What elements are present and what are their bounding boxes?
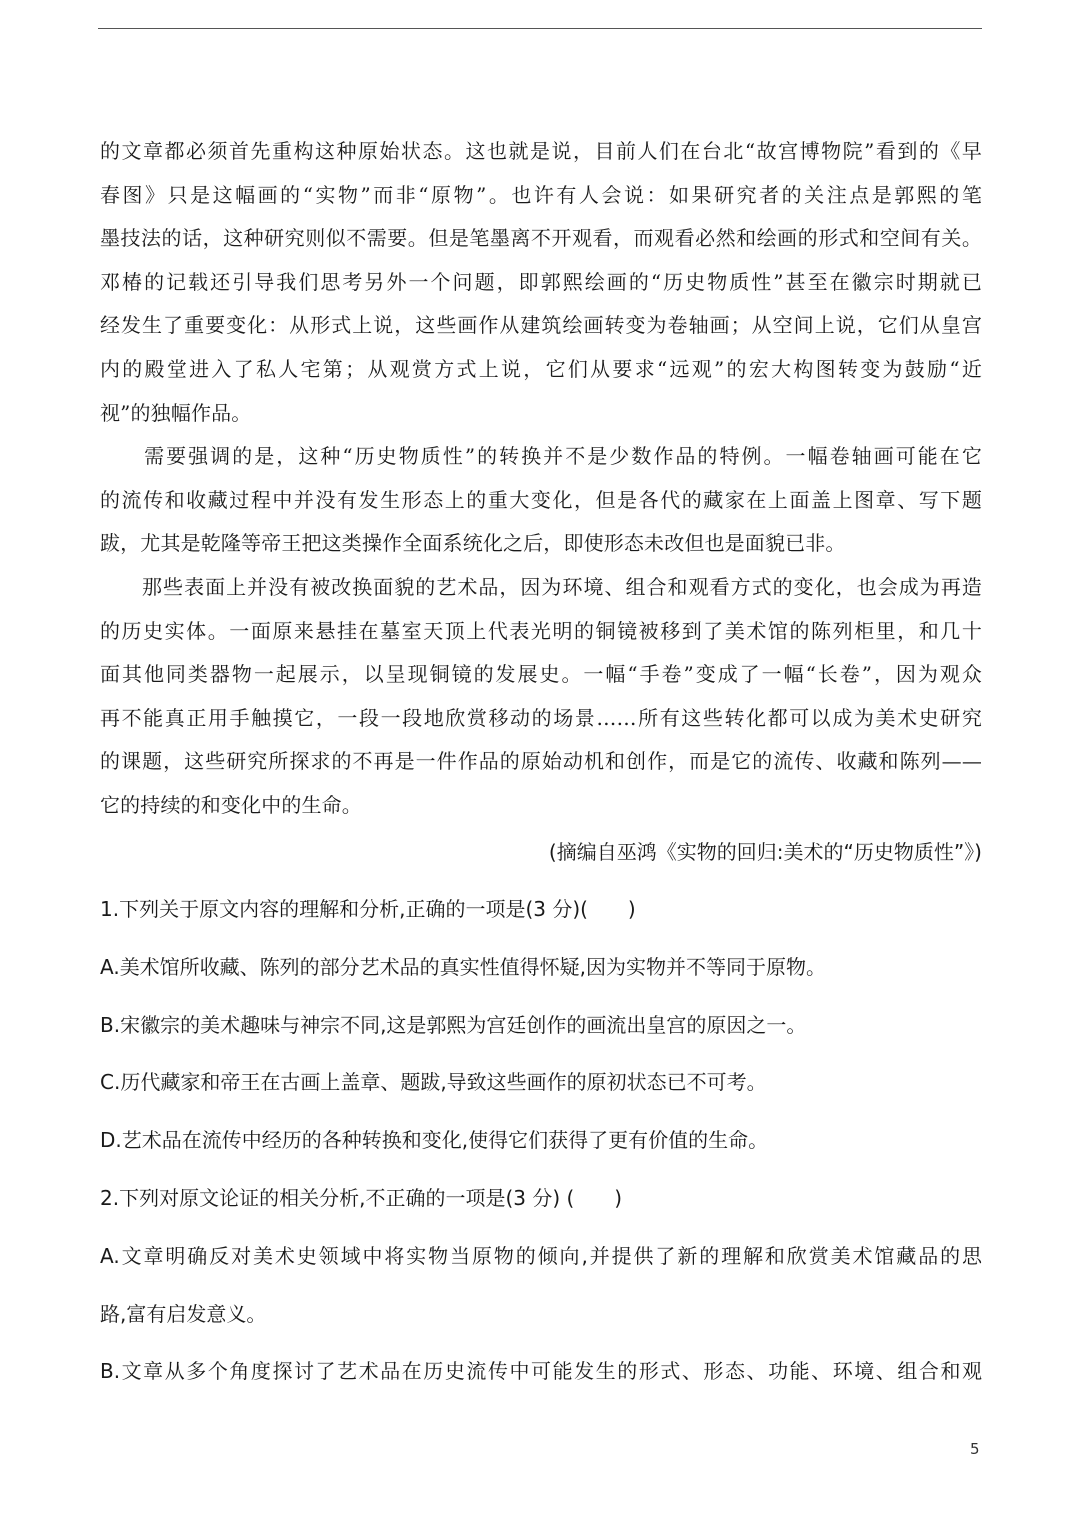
question-1-option-b: B.宋徽宗的美术趣味与神宗不同,这是郭熙为宫廷创作的画流出皇宫的原因之一。 [100, 1012, 807, 1037]
passage-line: 内的殿堂进入了私人宅第；从观赏方式上说，它们从要求“远观”的宏大构图转变为鼓励“近 [100, 356, 982, 381]
question-2-stem: 2.下列对原文论证的相关分析,不正确的一项是(3 分) ( ) [100, 1185, 623, 1210]
passage-line: 那些表面上并没有被改换面貌的艺术品，因为环境、组合和观看方式的变化，也会成为再造 [100, 574, 982, 599]
passage-line: 春图》只是这幅画的“实物”而非“原物”。也许有人会说：如果研究者的关注点是郭熙的笔 [100, 182, 982, 207]
passage-line: 墨技法的话，这种研究则似不需要。但是笔墨离不开观看，而观看必然和绘画的形式和空间有关。 [100, 226, 982, 251]
source-citation: (摘编自巫鸿《实物的回归:美术的“历史物质性”》) [548, 840, 982, 864]
passage-line: 的历史实体。一面原来悬挂在墓室天顶上代表光明的铜镜被移到了美术馆的陈列柜里，和几十 [100, 618, 982, 643]
question-2-option-a: A.文章明确反对美术史领域中将实物当原物的倾向,并提供了新的理解和欣赏美术馆藏品的思 [100, 1243, 982, 1268]
question-1-option-a: A.美术馆所收藏、陈列的部分艺术品的真实性值得怀疑,因为实物并不等同于原物。 [100, 954, 827, 979]
question-1-option-c: C.历代藏家和帝王在古画上盖章、题跋,导致这些画作的原初状态已不可考。 [100, 1070, 767, 1095]
question-1-stem: 1.下列关于原文内容的理解和分析,正确的一项是(3 分)( ) [100, 897, 636, 921]
passage [100, 130, 982, 828]
passage-line: 的文章都必须首先重构这种原始状态。这也就是说，目前人们在台北“故宫博物院”看到的《早 [100, 139, 982, 163]
passage-line: 经发生了重要变化：从形式上说，这些画作从建筑绘画转变为卷轴画；从空间上说，它们从皇宫 [100, 313, 982, 338]
passage-line: 再不能真正用手触摸它，一段一段地欣赏移动的场景……所有这些转化都可以成为美术史研究 [100, 705, 982, 730]
question-2-option-b: B.文章从多个角度探讨了艺术品在历史流传中可能发生的形式、形态、功能、环境、组合和观 [100, 1359, 982, 1384]
passage-line: 邓椿的记载还引导我们思考另外一个问题，即郭熙绘画的“历史物质性”甚至在徽宗时期就已 [100, 269, 982, 294]
passage-line: 视”的独幅作品。 [100, 400, 252, 425]
passage-line: 的流传和收藏过程中并没有发生形态上的重大变化，但是各代的藏家在上面盖上图章、写下题 [100, 487, 982, 512]
question-1-option-d: D.艺术品在流传中经历的各种转换和变化,使得它们获得了更有价值的生命。 [100, 1128, 769, 1153]
question-2-option-a-continued: 路,富有启发意义。 [100, 1301, 267, 1326]
header-rule [98, 28, 982, 29]
passage-line: 跋，尤其是乾隆等帝王把这类操作全面系统化之后，即使形态未改但也是面貌已非。 [100, 531, 846, 556]
passage-line: 面其他同类器物一起展示，以呈现铜镜的发展史。一幅“手卷”变成了一幅“长卷”，因为观众 [100, 662, 982, 687]
questions [100, 888, 982, 1408]
passage-line: 它的持续的和变化中的生命。 [100, 792, 362, 817]
passage-line: 的课题，这些研究所探求的不再是一件作品的原始动机和创作，而是它的流传、收藏和陈列—— [100, 749, 982, 774]
passage-line: 需要强调的是，这种“历史物质性”的转换并不是少数作品的特例。一幅卷轴画可能在它 [100, 444, 982, 469]
page-number: 5 [970, 1440, 980, 1458]
